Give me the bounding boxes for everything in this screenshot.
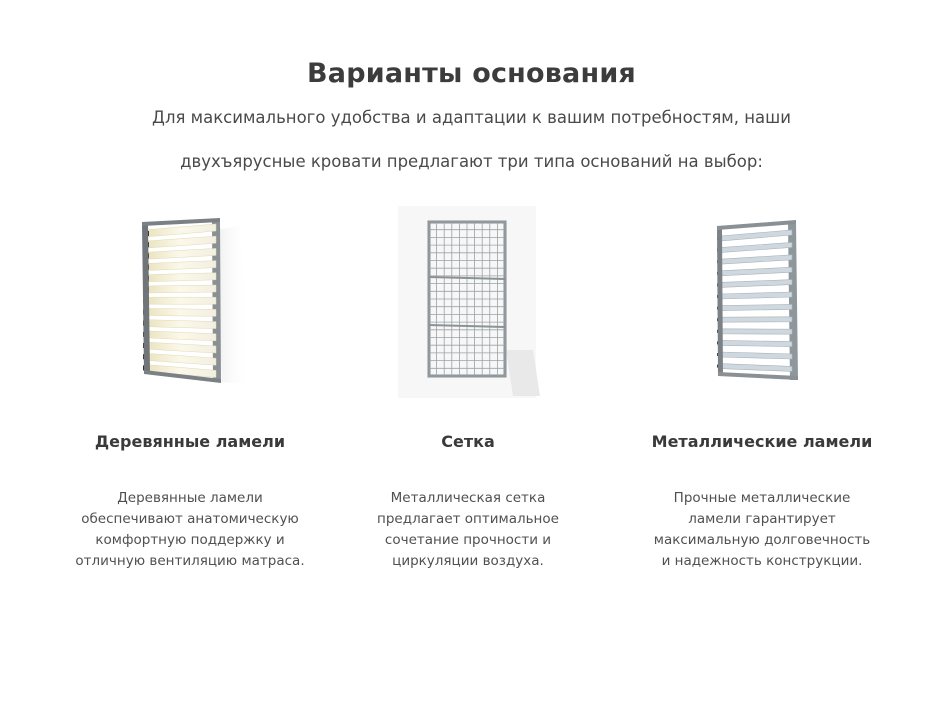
card-description (622, 488, 902, 572)
metal-slats-image (612, 200, 912, 400)
wood-slat (144, 320, 216, 329)
desc-line: Металлическая сетка (390, 490, 546, 506)
metal-slat (720, 292, 792, 299)
wood-slat (144, 248, 216, 259)
intro-line-1: Для максимального удобства и адаптации к вашим потребностям, наши (152, 108, 791, 127)
card-title: Сетка (441, 432, 495, 451)
desc-line: сочетание прочности и (384, 532, 552, 548)
metal-slat (720, 242, 792, 252)
wood-slat (144, 285, 216, 293)
wood-slat (144, 308, 216, 316)
wooden-slats-icon (40, 200, 340, 400)
desc-line: и надежность конструкции. (661, 553, 863, 569)
metal-slat (720, 364, 792, 372)
wood-slat (144, 331, 216, 341)
base-option-mesh (318, 200, 618, 569)
metal-slat (720, 304, 792, 310)
base-option-wooden-slats (40, 200, 340, 569)
metal-slat (720, 267, 792, 276)
card-title: Деревянные ламели (94, 432, 286, 451)
metal-slat (720, 280, 792, 288)
wood-slat (144, 273, 216, 282)
desc-line: максимальную долговечность (653, 532, 871, 548)
card-description (328, 488, 608, 572)
desc-line: Деревянные ламели (117, 490, 263, 506)
desc-line: обеспечивают анатомическую (81, 511, 299, 527)
metal-slat (720, 317, 792, 322)
desc-line: комфортную поддержку и (95, 532, 285, 548)
intro-line-2: двухъярусные кровати предлагают три типа оснований на выбор: (180, 152, 763, 171)
metal-slat (720, 255, 792, 264)
wood-slat (144, 353, 216, 365)
desc-line: отличную вентиляцию матраса. (75, 553, 305, 569)
desc-line: циркуляции воздуха. (392, 553, 544, 569)
metal-mesh-image (318, 200, 618, 400)
metal-slat (720, 230, 792, 241)
card-title: Металлические ламели (651, 432, 873, 451)
wood-slat (144, 224, 216, 237)
desc-line: предлагает оптимальное (377, 511, 559, 527)
wood-slat (144, 236, 216, 248)
intro-text (120, 96, 823, 184)
base-option-metal-slats (612, 200, 912, 569)
wooden-slats-image (40, 200, 340, 400)
wood-slat (144, 342, 216, 353)
page-title: Варианты основания (307, 58, 636, 90)
metal-slat (720, 329, 792, 334)
card-description (50, 488, 330, 572)
wood-slat (144, 261, 216, 271)
metal-slat (720, 340, 792, 346)
metal-slats-icon (612, 200, 912, 400)
metal-slat (720, 352, 792, 359)
metal-mesh-icon (318, 200, 618, 400)
wood-slat (144, 297, 216, 304)
desc-line: ламели гарантирует (688, 511, 836, 527)
desc-line: Прочные металлические (673, 490, 851, 506)
